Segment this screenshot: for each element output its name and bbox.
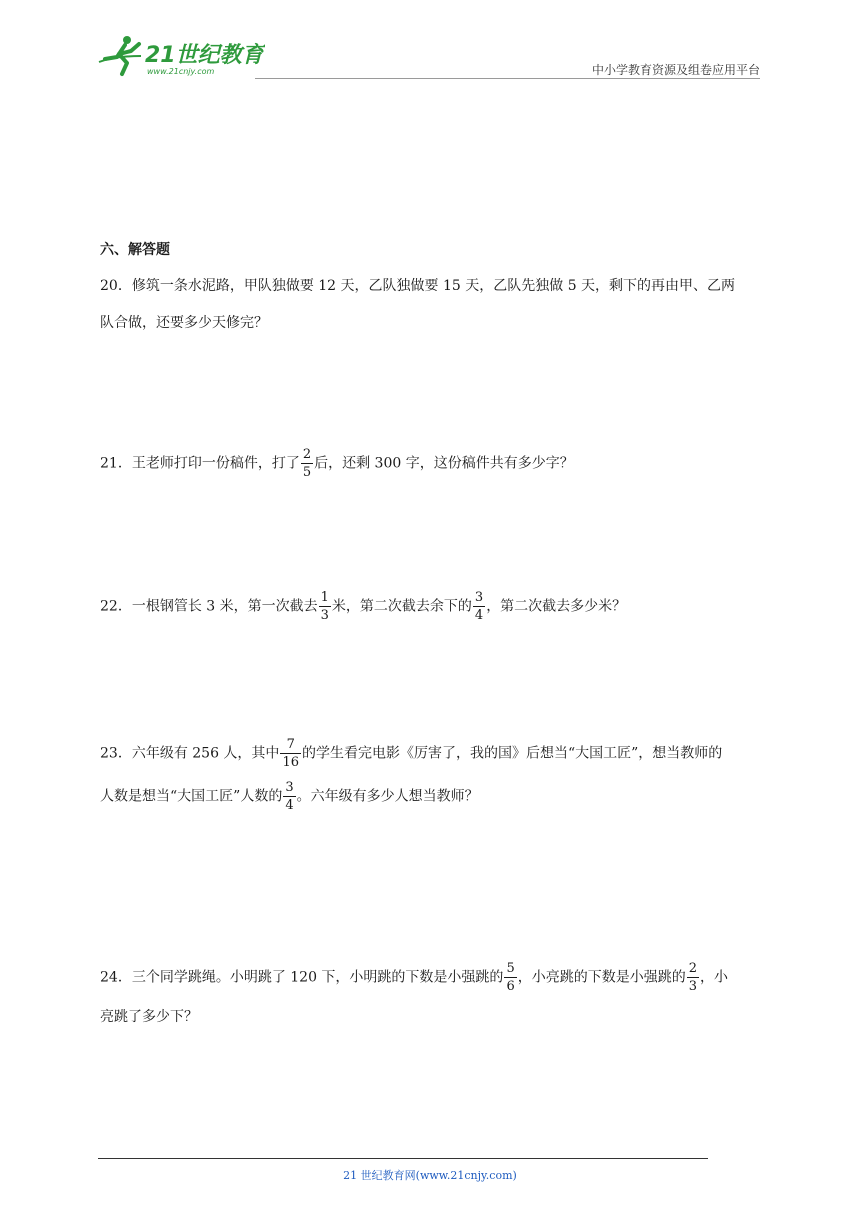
page-header — [95, 30, 760, 80]
fraction-5-6 — [504, 962, 516, 993]
fraction-numerator: 1 — [320, 590, 329, 605]
fraction-numerator: 3 — [474, 590, 484, 605]
question-21-text-a: 21．王老师打印一份稿件，打了 — [100, 455, 300, 472]
fraction-3-4 — [473, 591, 485, 622]
header-divider — [255, 78, 760, 79]
fraction-numerator: 5 — [506, 961, 515, 976]
question-22-text-b: 米，第二次截去余下的 — [331, 598, 472, 615]
question-24-text-b: ，小亮跳的下数是小强跳的 — [517, 969, 686, 986]
fraction-2-3 — [687, 962, 699, 993]
question-24 — [100, 962, 762, 1029]
fraction-numerator: 2 — [688, 961, 697, 976]
question-24-text-c: ，小 — [700, 969, 728, 986]
fraction-denominator: 6 — [506, 979, 515, 994]
header-platform-text: 中小学教育资源及组卷应用平台 — [591, 63, 760, 77]
fraction-denominator: 4 — [285, 798, 294, 813]
fraction-denominator: 3 — [688, 979, 697, 994]
fraction-7-16 — [280, 738, 301, 769]
fraction-numerator: 3 — [285, 780, 294, 795]
fraction-denominator: 5 — [302, 465, 312, 480]
question-20-line2: 队合做，还要多少天修完？ — [100, 315, 268, 331]
question-23-text-a: 23．六年级有 256 人，其中 — [100, 745, 280, 762]
fraction-2-5 — [301, 448, 313, 479]
question-20-line1: 20．修筑一条水泥路，甲队独做要 12 天，乙队独做要 15 天，乙队先独做 5 天，剩下的再由甲、乙两 — [100, 278, 736, 294]
question-24-text-d: 亮跳了多少下？ — [100, 1009, 198, 1025]
question-22 — [100, 591, 762, 622]
question-23-text-b: 的学生看完电影《厉害了，我的国》后想当“大国工匠”，想当教师的 — [301, 745, 723, 762]
question-21 — [100, 448, 762, 479]
logo-url: www.21cnjy.com — [147, 67, 215, 76]
fraction-denominator: 3 — [320, 608, 329, 623]
logo-title: 21世纪教育 — [145, 43, 264, 68]
fraction-1-3 — [319, 591, 331, 622]
footer-divider — [98, 1158, 708, 1159]
footer-link[interactable]: 21 世纪教育网(www.21cnjy.com) — [343, 1169, 517, 1182]
fraction-3-4 — [283, 781, 295, 812]
site-logo — [95, 32, 265, 78]
fraction-denominator: 4 — [474, 608, 484, 623]
question-22-text-a: 22．一根钢管长 3 米，第一次截去 — [100, 598, 318, 615]
question-23-text-c: 人数是想当“大国工匠”人数的 — [100, 788, 283, 805]
question-23 — [100, 738, 762, 812]
fraction-denominator: 16 — [282, 755, 299, 770]
question-22-text-c: ，第二次截去多少米？ — [486, 598, 627, 615]
question-23-text-d: 。六年级有多少人想当教师？ — [296, 788, 479, 805]
section-title: 六、解答题 — [100, 242, 170, 258]
fraction-numerator: 2 — [302, 447, 312, 462]
question-20 — [100, 274, 762, 335]
question-21-text-b: 后，还剩 300 字，这份稿件共有多少字？ — [314, 455, 574, 472]
question-24-text-a: 24．三个同学跳绳。小明跳了 120 下，小明跳的下数是小强跳的 — [100, 969, 504, 986]
fraction-numerator: 7 — [280, 738, 301, 754]
